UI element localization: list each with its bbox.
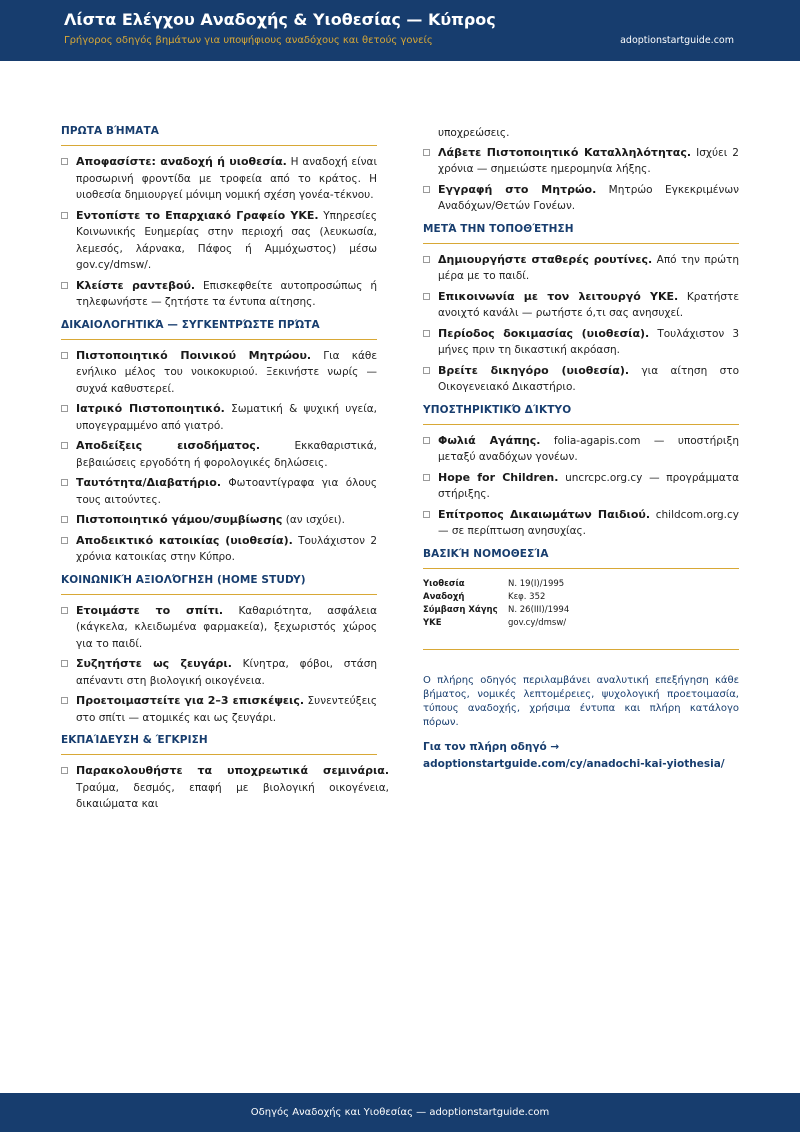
checklist-item xyxy=(61,278,377,311)
section-support xyxy=(423,404,739,540)
item-term: Επικοινωνία με τον λειτουργό ΥΚΕ. xyxy=(438,289,679,303)
checkbox-icon[interactable] xyxy=(423,367,430,374)
law-value: gov.cy/dmsw/ xyxy=(508,617,567,628)
checklist-item xyxy=(423,145,739,178)
item-description: Κίνητρα, φόβοι, στάση απέναντι στη βιολογική οικογένεια. xyxy=(76,658,377,687)
item-description: Ισχύει 2 χρόνια — σημειώστε ημερομηνία λήξης. xyxy=(438,146,739,175)
checkbox-icon[interactable] xyxy=(61,516,68,523)
checklist-item xyxy=(61,656,377,689)
checklist-item xyxy=(423,252,739,285)
legislation-table xyxy=(423,578,569,630)
left-column xyxy=(61,125,389,821)
section-heading: ΕΚΠΑΊΔΕΥΣΗ & ΈΓΚΡΙΣΗ xyxy=(61,734,377,755)
checklist-item xyxy=(61,603,377,653)
law-value: Ν. 19(I)/1995 xyxy=(508,578,565,589)
checklist xyxy=(61,154,377,311)
table-row xyxy=(423,604,569,617)
table-row xyxy=(423,591,569,604)
section-first-steps xyxy=(61,125,377,311)
checklist xyxy=(423,433,739,540)
item-description: Φωτοαντίγραφα για όλους τους αιτούντες. xyxy=(76,477,377,506)
checkbox-icon[interactable] xyxy=(61,697,68,704)
checklist xyxy=(61,763,389,813)
section-heading: ΚΟΙΝΩΝΙΚΉ ΑΞΙΟΛΌΓΗΣΗ (HOME STUDY) xyxy=(61,574,377,595)
item-description: Κρατήστε ανοιχτό κανάλι — ρωτήστε ό,τι σας ανησυχεί. xyxy=(438,290,740,319)
checklist-item xyxy=(61,154,377,204)
checklist-item xyxy=(423,363,739,396)
checkbox-icon[interactable] xyxy=(61,607,68,614)
right-column xyxy=(423,125,739,773)
item-term: Συζητήστε ως ζευγάρι. xyxy=(76,657,232,670)
checklist xyxy=(423,145,739,215)
checklist-item xyxy=(61,533,377,566)
checkbox-icon[interactable] xyxy=(61,282,68,289)
item-description: Συνεντεύξεις στο σπίτι — ατομικές και ως ζευγάρι. xyxy=(76,695,377,724)
item-term: Πιστοποιητικό Ποινικού Μητρώου. xyxy=(76,348,312,362)
checklist xyxy=(61,603,377,727)
checklist xyxy=(423,252,739,396)
checkbox-icon[interactable] xyxy=(423,149,430,156)
item-term: Αποδείξεις εισοδήματος. xyxy=(76,439,261,452)
page-subtitle: Γρήγορος οδηγός βημάτων για υποψήφιους αναδόχους και θετούς γονείς xyxy=(64,35,433,46)
item-term: Δημιουργήστε σταθερές ρουτίνες. xyxy=(438,252,653,266)
item-description: Επισκεφθείτε αυτοπροσώπως ή τηλεφωνήστε — ζητήστε τα έντυπα αίτησης. xyxy=(76,279,378,308)
item-term: Αποφασίστε: αναδοχή ή υιοθεσία. xyxy=(76,155,287,168)
checklist-item xyxy=(423,289,739,322)
table-row xyxy=(423,617,569,630)
page-title: Λίστα Ελέγχου Αναδοχής & Υιοθεσίας — Κύπρος xyxy=(64,10,496,29)
law-label: Αναδοχή xyxy=(423,591,465,602)
item-term: Παρακολουθήστε τα υποχρεωτικά σεμινάρια. xyxy=(76,764,389,777)
checklist xyxy=(61,348,377,566)
item-term: Ιατρικό Πιστοποιητικό. xyxy=(76,402,225,415)
checklist-item xyxy=(61,512,377,529)
section-heading: ΥΠΟΣΤΗΡΙΚΤΙΚΌ ΔΊΚΤΥΟ xyxy=(423,404,739,425)
checklist-item xyxy=(61,438,377,471)
full-guide-note: Ο πλήρης οδηγός περιλαμβάνει αναλυτική επεξήγηση κάθε βήματος, νομικές λεπτομέρειες, ψυχολογική προετοιμασία, τύπους αναδοχής, χρήσιμα έντυπα και πλήρη κατάλογο πόρων. xyxy=(423,674,739,728)
page-footer: Οδηγός Αναδοχής και Υιοθεσίας — adoptionstartguide.com xyxy=(0,1093,800,1132)
checklist-item xyxy=(423,507,739,540)
site-name[interactable]: adoptionstartguide.com xyxy=(620,35,734,46)
law-label: Σύμβαση Χάγης xyxy=(423,604,498,615)
item-term: Λάβετε Πιστοποιητικό Καταλληλότητας. xyxy=(438,145,692,159)
item-description: uncrcpc.org.cy — προγράμματα στήριξης. xyxy=(438,471,739,500)
checkbox-icon[interactable] xyxy=(61,660,68,667)
item-term: Εντοπίστε το Επαρχιακό Γραφείο ΥΚΕ. xyxy=(76,208,319,222)
section-legislation xyxy=(423,548,739,650)
checkbox-icon[interactable] xyxy=(61,158,68,165)
checkbox-icon[interactable] xyxy=(61,479,68,486)
item-description: (αν ισχύει). xyxy=(285,514,345,526)
item-description: childcom.org.cy — σε περίπτωση ανησυχίας. xyxy=(438,508,739,537)
item-description: Εκκαθαριστικά, βεβαιώσεις εργοδότη ή φορολογικές δηλώσεις. xyxy=(76,440,377,469)
checkbox-icon[interactable] xyxy=(423,437,430,444)
checkbox-icon[interactable] xyxy=(61,442,68,449)
law-label: ΥΚΕ xyxy=(423,617,442,628)
item-term: Περίοδος δοκιμασίας (υιοθεσία). xyxy=(438,326,650,340)
checkbox-icon[interactable] xyxy=(61,212,68,219)
checklist-item xyxy=(423,433,739,466)
item-term: Ταυτότητα/Διαβατήριο. xyxy=(76,476,222,489)
section-heading: ΔΙΚΑΙΟΛΟΓΗΤΙΚΆ — ΣΥΓΚΕΝΤΡΏΣΤΕ ΠΡΏΤΑ xyxy=(61,319,377,340)
item-term: Ετοιμάστε το σπίτι. xyxy=(76,603,224,617)
section-training-continued xyxy=(423,145,739,215)
item-description: Τουλάχιστον 2 χρόνια κατοικίας στην Κύπρο. xyxy=(76,534,378,563)
item-term: Κλείστε ραντεβού. xyxy=(76,278,196,292)
law-value: Κεφ. 352 xyxy=(508,591,546,602)
item-term: Προετοιμαστείτε για 2–3 επισκέψεις. xyxy=(76,694,305,707)
checklist-item xyxy=(423,182,739,215)
item-description: Υπηρεσίες Κοινωνικής Ευημερίας στην περιοχή σας (λευκωσία, λεμεσός, λάρνακα, Πάφος ή Αμμόχωστος) μέσω gov.cy/dmsw/. xyxy=(76,209,378,271)
checkbox-icon[interactable] xyxy=(423,330,430,337)
item-term: Φωλιά Αγάπης. xyxy=(438,433,541,447)
checkbox-icon[interactable] xyxy=(61,352,68,359)
item-term: Αποδεικτικό κατοικίας (υιοθεσία). xyxy=(76,533,293,547)
item-description: Καθαριότητα, ασφάλεια (κάγκελα, κλειδωμένα φαρμακεία), ξεχωριστός χώρος για το παιδί. xyxy=(76,604,378,650)
checkbox-icon[interactable] xyxy=(423,511,430,518)
section-heading: ΜΕΤΆ ΤΗΝ ΤΟΠΟΘΈΤΗΣΗ xyxy=(423,223,739,244)
item-description: Τραύμα, δεσμός, επαφή με βιολογική οικογένεια, δικαιώματα και xyxy=(76,781,389,810)
checkbox-icon[interactable] xyxy=(61,405,68,412)
checklist-item xyxy=(61,348,377,398)
item-term: Επίτροπος Δικαιωμάτων Παιδιού. xyxy=(438,507,650,521)
item-description: Από την πρώτη μέρα με το παιδί. xyxy=(438,253,740,282)
page-header xyxy=(0,0,800,61)
table-row xyxy=(423,578,569,591)
checklist-item xyxy=(423,326,739,359)
item-description: για αίτηση στο Οικογενειακό Δικαστήριο. xyxy=(438,364,739,393)
section-heading: ΒΑΣΙΚΉ ΝΟΜΟΘΕΣΊΑ xyxy=(423,548,739,569)
section-heading: ΠΡΩΤΑ ΒΉΜΑΤΑ xyxy=(61,125,377,146)
training-continuation: υποχρεώσεις. xyxy=(438,127,510,139)
law-value: Ν. 26(III)/1994 xyxy=(508,604,570,615)
section-documents xyxy=(61,319,377,566)
checkbox-icon[interactable] xyxy=(423,293,430,300)
checkbox-icon[interactable] xyxy=(423,186,430,193)
checklist-item xyxy=(423,470,739,503)
item-description: Η αναδοχή είναι προσωρινή φροντίδα με τροφεία από το κράτος. Η υιοθεσία δημιουργεί μόνιμη νομική σχέση γονέα-τέκνου. xyxy=(76,156,377,201)
divider xyxy=(423,649,739,650)
item-term: Πιστοποιητικό γάμου/συμβίωσης xyxy=(76,513,283,526)
checkbox-icon[interactable] xyxy=(61,537,68,544)
checkbox-icon[interactable] xyxy=(61,767,68,774)
item-description: Μητρώο Εγκεκριμένων Αναδόχων/Θετών Γονέων. xyxy=(438,183,739,212)
checkbox-icon[interactable] xyxy=(423,474,430,481)
full-guide-link[interactable]: Για τον πλήρη οδηγό → adoptionstartguide.com/cy/anadochi-kai-yiothesia/ xyxy=(423,740,725,770)
section-after-placement xyxy=(423,223,739,396)
section-training xyxy=(61,734,389,813)
checklist-item xyxy=(61,475,377,508)
section-home-study xyxy=(61,574,377,727)
item-term: Hope for Children. xyxy=(438,470,559,484)
checklist-item xyxy=(61,208,377,274)
item-description: Σωματική & ψυχική υγεία, υπογεγραμμένο από γιατρό. xyxy=(76,403,378,432)
checklist-item xyxy=(61,763,389,813)
item-description: folia-agapis.com — υποστήριξη μεταξύ αναδόχων γονέων. xyxy=(438,434,739,463)
law-label: Υιοθεσία xyxy=(423,578,465,589)
item-term: Εγγραφή στο Μητρώο. xyxy=(438,182,597,196)
checklist-item xyxy=(61,401,377,434)
item-description: Τουλάχιστον 3 μήνες πριν τη δικαστική ακρόαση. xyxy=(438,327,740,356)
item-description: Για κάθε ενήλικο μέλος του νοικοκυριού. Ξεκινήστε νωρίς — συχνά καθυστερεί. xyxy=(76,349,378,395)
checklist-item xyxy=(61,693,377,726)
checkbox-icon[interactable] xyxy=(423,256,430,263)
item-term: Βρείτε δικηγόρο (υιοθεσία). xyxy=(438,363,630,377)
